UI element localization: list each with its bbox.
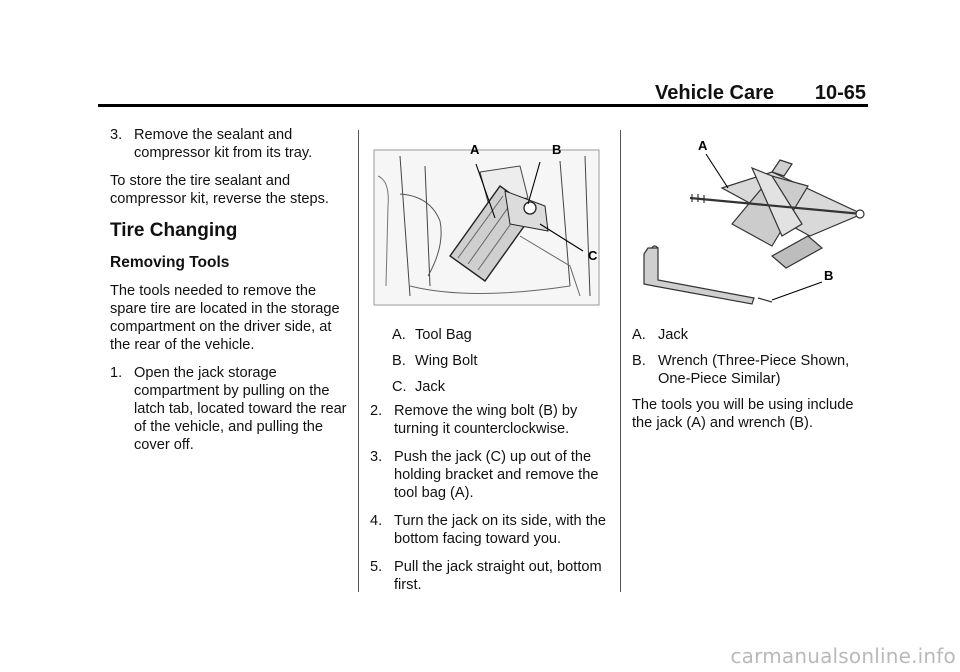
figure-label-b: B xyxy=(552,142,562,157)
section-heading: Tire Changing xyxy=(110,220,238,241)
step-item: 4. Turn the jack on its side, with the bottom facing toward you. xyxy=(370,513,606,547)
step-number: 3. xyxy=(110,127,123,143)
figure-label-b: B xyxy=(824,268,834,283)
header-rule xyxy=(98,104,868,107)
column-divider-1 xyxy=(358,130,359,592)
summary-paragraph: The tools you will be using include the jack (A) and wrench (B). xyxy=(632,397,854,431)
legend-item: C. Jack xyxy=(392,379,446,395)
figure-label-c: C xyxy=(588,248,598,263)
step-3-sealant xyxy=(110,126,350,162)
figure-label-a: A xyxy=(698,138,708,153)
page-header xyxy=(98,82,866,104)
section-title: Vehicle Care xyxy=(655,82,774,104)
step-text: Open the jack storage compartment by pulling on the latch tab, located toward the rear of the vehicle, and pulling the cover off. xyxy=(134,365,347,453)
step-item: 5. Pull the jack straight out, bottom first. xyxy=(370,559,602,593)
column-1 xyxy=(110,126,350,464)
legend-item: B. Wrench (Three-Piece Shown, One-Piece Similar) xyxy=(632,353,850,387)
page-number: 10-65 xyxy=(814,82,866,104)
intro-paragraph: The tools needed to remove the spare tire are located in the storage compartment on the driver side, at the rear of the vehicle. xyxy=(110,283,340,353)
step-1-open-compartment xyxy=(110,364,350,454)
step-item: 2. Remove the wing bolt (B) by turning it counterclockwise. xyxy=(370,403,578,437)
subsection-heading: Removing Tools xyxy=(110,254,230,271)
legend-item: A. Jack xyxy=(632,327,689,343)
storage-compartment-illustration xyxy=(370,136,608,312)
figure-label-a: A xyxy=(470,142,480,157)
store-instructions: To store the tire sealant and compressor kit, reverse the steps. xyxy=(110,173,329,207)
column-divider-2 xyxy=(620,130,621,592)
step-item: 3. Push the jack (C) up out of the holding bracket and remove the tool bag (A). xyxy=(370,449,599,501)
step-text: Remove the sealant and compressor kit from its tray. xyxy=(134,127,313,161)
legend-item: A. Tool Bag xyxy=(392,327,472,343)
column-2 xyxy=(370,136,610,604)
watermark: carmanualsonline.info xyxy=(730,644,956,668)
jack-and-wrench-illustration xyxy=(632,136,870,312)
legend-item: B. Wing Bolt xyxy=(392,353,478,369)
step-number: 1. xyxy=(110,365,123,381)
column-3 xyxy=(632,136,872,442)
